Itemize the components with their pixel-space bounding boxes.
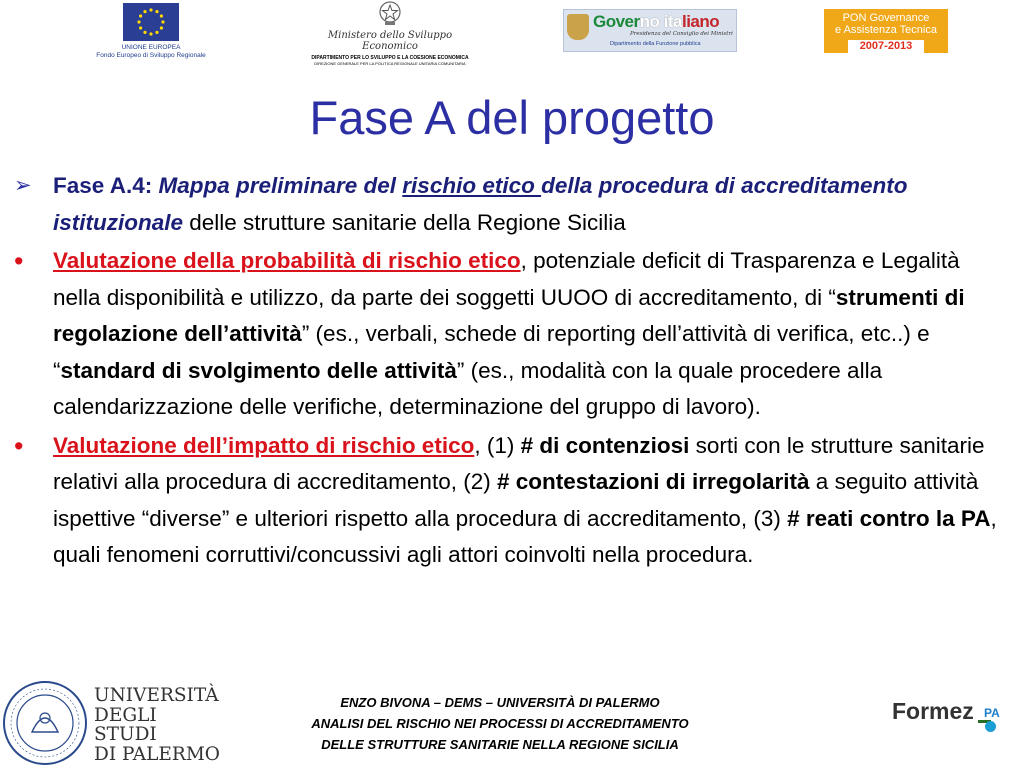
governo-italiano-logo (563, 9, 737, 52)
item-bold: # contestazioni di irregolarità (496, 469, 810, 494)
pon-governance-logo (824, 9, 948, 53)
bullet-icon: • (14, 430, 24, 461)
item-heading: Valutazione dell’impatto di rischio etico (53, 432, 475, 458)
crest-icon (567, 14, 589, 40)
list-item (14, 243, 1004, 426)
phase-underlined: rischio etico (402, 173, 542, 198)
item-text: ” (es., verbali, schede di reporting dell’attività di verifica, etc..) e “ (53, 321, 930, 383)
university-line3: DI PALERMO (94, 743, 220, 765)
eu-caption-line2: Fondo Europeo di Sviluppo Regionale (96, 52, 206, 59)
eu-logo (76, 3, 226, 60)
eu-flag-icon (123, 3, 179, 41)
university-seal-icon (2, 680, 88, 766)
eu-caption-line1: UNIONE EUROPEA (121, 44, 181, 51)
pon-line1: PON Governance (842, 12, 930, 24)
item-text: sorti con le strutture sanitarie relativi alla procedura di accreditamento, (2) (53, 432, 985, 494)
footer-author: ENZO BIVONA – DEMS – UNIVERSITÀ DI PALERMO (340, 695, 660, 710)
bullet-icon: • (14, 246, 24, 276)
list-item (14, 428, 1004, 574)
item-bold: # reati contro la PA (787, 505, 991, 531)
phase-rest: delle strutture sanitarie della Regione Sicilia (183, 209, 626, 235)
item-bold: # di contenziosi (520, 432, 690, 458)
item-text: a seguito attività ispettive “diverse” e ulteriori rispetto alla procedura di accreditamento, (3) (53, 469, 979, 531)
governo-dipartimento: Dipartimento della Funzione pubblica (610, 41, 701, 47)
italian-republic-emblem-icon (378, 0, 402, 26)
item-bold: strumenti di regolazione dell’attività (53, 284, 965, 346)
formez-wordmark: Formez (892, 698, 974, 724)
mise-logo (300, 0, 480, 66)
footer-credits (250, 692, 750, 755)
footer-title-line1: ANALISI DEL RISCHIO NEI PROCESSI DI ACCREDITAMENTO (311, 716, 689, 731)
slide-title: Fase A del progetto (309, 91, 715, 144)
mise-department: DIPARTIMENTO PER LO SVILUPPO E LA COESIONE ECONOMICA (311, 55, 469, 61)
formez-pa-logo (892, 698, 1020, 748)
list-item (14, 168, 1004, 241)
mise-title: Ministero dello Sviluppo Economico (327, 30, 453, 52)
mise-direction: DIREZIONE GENERALE PER LA POLITICA REGIONALE UNITARIA COMUNITARIA (314, 61, 466, 66)
university-line2: DEGLI STUDI (94, 704, 157, 745)
university-logo (2, 680, 222, 766)
pon-years: 2007-2013 (848, 40, 925, 53)
item-heading: Valutazione della probabilità di rischio etico (53, 248, 521, 273)
governo-presidenza: Presidenza del Consiglio dei Ministri (630, 31, 733, 37)
phase-label: Fase A.4: (53, 173, 159, 198)
item-text: , potenziale deficit di Trasparenza e Legalità nella disponibilità e utilizzo, da parte dei soggetti UUOO di accreditamento, di “ (53, 248, 960, 310)
university-line1: UNIVERSITÀ (94, 685, 219, 706)
slide-body (14, 168, 1004, 576)
item-bold: standard di svolgimento delle attività (60, 357, 457, 383)
item-text: , (1) (474, 432, 521, 458)
formez-dot-icon (985, 721, 996, 732)
item-text: , quali fenomeni corruttivi/concussivi agli attori coinvolti nella procedura. (53, 505, 997, 567)
item-text: ” (es., modalità con la quale procedere alla calendarizzazione delle verifiche, determinazione del gruppo di lavoro). (53, 357, 883, 419)
phase-italic-b: della procedura di accreditamento istituzionale (53, 173, 908, 235)
footer-title-line2: DELLE STRUTTURE SANITARIE NELLA REGIONE SICILIA (321, 737, 679, 752)
pon-line2: e Assistenza Tecnica (835, 24, 937, 36)
arrow-bullet-icon: ➢ (14, 174, 32, 197)
phase-italic-a: Mappa preliminare del (158, 173, 403, 198)
governo-wordmark: Governo italiano (593, 12, 720, 31)
formez-suffix: PA (984, 706, 1000, 720)
